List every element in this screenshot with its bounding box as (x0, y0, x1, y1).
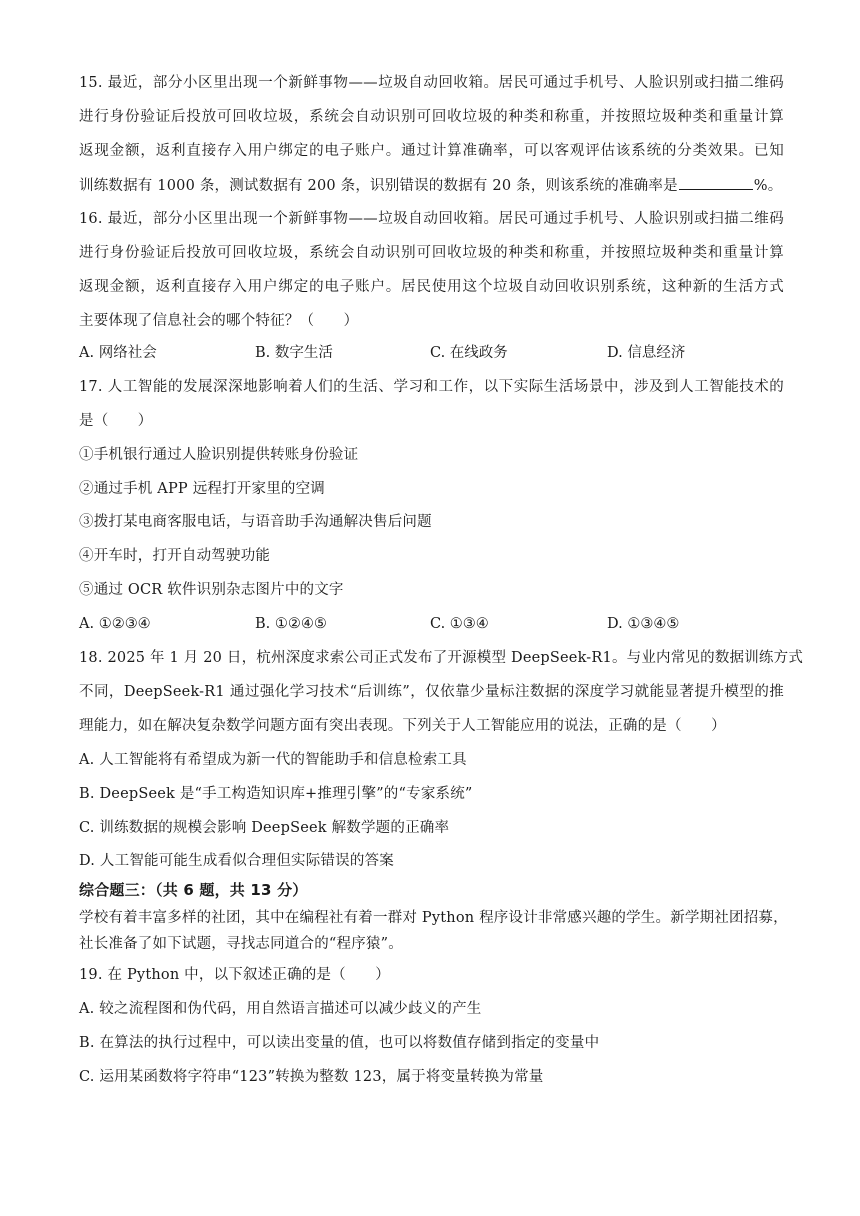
q15-line-3: 返现金额，返利直接存入用户绑定的电子账户。通过计算准确率，可以客观评估该系统的分类效果。已知 (79, 143, 784, 159)
q17-option-a[interactable]: A. ①②③④ (79, 616, 151, 632)
q15-line-4 (79, 175, 784, 196)
q17-item-4: ④开车时，打开自动驾驶功能 (79, 548, 271, 564)
q16-option-d[interactable]: D. 信息经济 (607, 345, 686, 361)
q17-item-5: ⑤通过 OCR 软件识别杂志图片中的文字 (79, 582, 344, 598)
q17-option-d[interactable]: D. ①③④⑤ (607, 616, 680, 632)
section-heading: 综合题三：（共 6 题，共 13 分） (79, 881, 308, 899)
q18-option-d[interactable]: D. 人工智能可能生成看似合理但实际错误的答案 (79, 853, 394, 869)
q16-option-a[interactable]: A. 网络社会 (79, 345, 157, 361)
section-intro-line-1: 学校有着丰富多样的社团，其中在编程社有着一群对 Python 程序设计非常感兴趣的学生。新学期社团招募， (79, 910, 788, 926)
q15-line-2: 进行身份验证后投放可回收垃圾，系统会自动识别可回收垃圾的种类和称重，并按照垃圾种类和重量计算 (79, 109, 784, 125)
q16-option-b[interactable]: B. 数字生活 (255, 345, 333, 361)
q15-line-4-unit: %。 (753, 178, 783, 194)
q19-option-c[interactable]: C. 运用某函数将字符串“123”转换为整数 123，属于将变量转换为常量 (79, 1069, 544, 1085)
q18-option-b[interactable]: B. DeepSeek 是“手工构造知识库+推理引擎”的“专家系统” (79, 786, 473, 802)
q16-line-3: 返现金额，返利直接存入用户绑定的电子账户。居民使用这个垃圾自动回收识别系统，这种新的生活方式 (79, 279, 784, 295)
q19-option-b[interactable]: B. 在算法的执行过程中，可以读出变量的值，也可以将数值存储到指定的变量中 (79, 1035, 600, 1051)
q18-line-2: 不同，DeepSeek-R1 通过强化学习技术“后训练”，仅依靠少量标注数据的深度学习就能显著提升模型的推 (79, 684, 784, 700)
q18-option-a[interactable]: A. 人工智能将有希望成为新一代的智能助手和信息检索工具 (79, 752, 467, 768)
q17-item-2: ②通过手机 APP 远程打开家里的空调 (79, 481, 326, 497)
q18-line-1: 18. 2025 年 1 月 20 日，杭州深度求索公司正式发布了开源模型 DeepSeek-R1。与业内常见的数据训练方式 (79, 650, 804, 666)
q19-option-a[interactable]: A. 较之流程图和伪代码，用自然语言描述可以减少歧义的产生 (79, 1001, 482, 1017)
q17-option-b[interactable]: B. ①②④⑤ (255, 616, 327, 632)
q16-line-2: 进行身份验证后投放可回收垃圾，系统会自动识别可回收垃圾的种类和称重，并按照垃圾种类和重量计算 (79, 245, 784, 261)
section-intro-line-2: 社长准备了如下试题，寻找志同道合的“程序猿”。 (79, 936, 403, 952)
q15-line-1: 15. 最近，部分小区里出现一个新鲜事物——垃圾自动回收箱。居民可通过手机号、人脸识别或扫描二维码 (79, 75, 784, 91)
q17-line-1: 17. 人工智能的发展深深地影响着人们的生活、学习和工作，以下实际生活场景中，涉及到人工智能技术的 (79, 379, 784, 395)
q16-line-4: 主要体现了信息社会的哪个特征？（ ） (79, 313, 359, 329)
q17-line-2: 是（ ） (79, 413, 153, 429)
q18-line-3: 理能力，如在解决复杂数学问题方面有突出表现。下列关于人工智能应用的说法，正确的是（ ） (79, 718, 726, 734)
q17-item-3: ③拨打某电商客服电话，与语音助手沟通解决售后问题 (79, 514, 432, 530)
q17-item-1: ①手机银行通过人脸识别提供转账身份验证 (79, 447, 359, 463)
q19-stem: 19. 在 Python 中，以下叙述正确的是（ ） (79, 967, 390, 983)
q17-option-c[interactable]: C. ①③④ (430, 616, 489, 632)
answer-blank[interactable] (679, 175, 753, 190)
q16-line-1: 16. 最近，部分小区里出现一个新鲜事物——垃圾自动回收箱。居民可通过手机号、人脸识别或扫描二维码 (79, 211, 784, 227)
q15-line-4-text: 训练数据有 1000 条，测试数据有 200 条，识别错误的数据有 20 条，则该系统的准确率是 (79, 178, 678, 194)
q18-option-c[interactable]: C. 训练数据的规模会影响 DeepSeek 解数学题的正确率 (79, 820, 450, 836)
q16-option-c[interactable]: C. 在线政务 (430, 345, 508, 361)
